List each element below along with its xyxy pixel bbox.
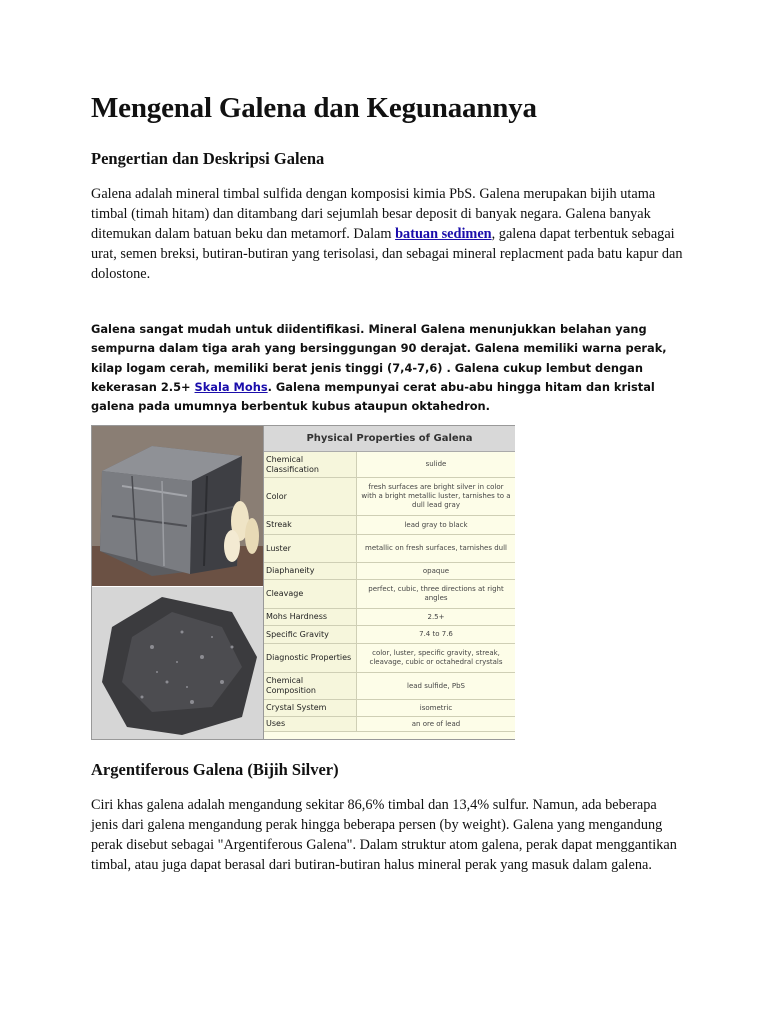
section-heading-pengertian: Pengertian dan Deskripsi Galena bbox=[91, 149, 325, 168]
link-skala-mohs[interactable]: Skala Mohs bbox=[194, 379, 268, 394]
table-row bbox=[264, 563, 515, 580]
property-value: an ore of lead bbox=[411, 719, 461, 728]
property-value: 7.4 to 7.6 bbox=[419, 630, 453, 638]
property-name: Chemical Classification bbox=[264, 452, 357, 477]
property-name: Diaphaneity bbox=[264, 563, 357, 579]
paragraph-argentiferous: Ciri khas galena adalah mengandung sekitar 86,6% timbal dan 13,4% sulfur. Namun, ada beberapa jenis dari galena mengandung perak hingga beberapa persen (by weight). Galena yang mengandung perak disebut sebagai "Argentiferous Galena". Dalam struktur atom galena, perak dapat menggantikan timbal, atau juga dapat berasal dari butiran-butiran halus mineral perak yang masuk dalam galena. bbox=[91, 797, 677, 873]
table-row bbox=[264, 673, 515, 700]
property-name: Diagnostic Properties bbox=[264, 644, 357, 672]
property-name: Cleavage bbox=[264, 580, 357, 608]
property-value: 2.5+ bbox=[427, 612, 445, 621]
property-name: Chemical Composition bbox=[264, 673, 357, 699]
table-row bbox=[264, 644, 515, 673]
property-value: isometric bbox=[419, 703, 453, 712]
table-row bbox=[264, 609, 515, 626]
property-value: opaque bbox=[422, 566, 450, 575]
table-row bbox=[264, 516, 515, 535]
galena-cube-photo bbox=[92, 426, 263, 586]
table-row bbox=[264, 626, 515, 644]
property-value: color, luster, specific gravity, streak, cleavage, cubic or octahedral crystals bbox=[369, 649, 503, 666]
property-name: Mohs Hardness bbox=[264, 609, 357, 625]
property-name: Uses bbox=[264, 717, 357, 731]
table-row bbox=[264, 478, 515, 516]
paragraph-text: Galena adalah mineral timbal sulfida dengan komposisi kimia PbS. Galena merupakan bijih utama timbal (timah hitam) dan ditambang dari sejumlah besar deposit di banyak negara. Galena banyak ditemukan dalam batuan beku dan metamorf. Dalam bbox=[91, 186, 656, 242]
galena-ore-photo bbox=[92, 587, 263, 739]
galena-cube-image bbox=[92, 426, 263, 586]
table-row bbox=[264, 580, 515, 609]
physical-properties-table bbox=[263, 426, 515, 739]
property-value: fresh surfaces are bright silver in color with a bright metallic luster, tarnishes to a dull lead gray bbox=[361, 483, 511, 509]
paragraph-pengertian bbox=[91, 184, 683, 284]
table-row bbox=[264, 452, 515, 478]
property-name: Specific Gravity bbox=[264, 626, 357, 643]
paragraph-text: Galena sangat mudah untuk diidentifikasi. Mineral Galena menunjukkan belahan yang sempurna dalam tiga arah yang bersinggungan 90 derajat. Galena memiliki warna perak, kilap logam cerah, memiliki berat jenis tinggi (7,4-7,6) . Galena cukup lembut dengan kekerasan 2.5+ bbox=[91, 322, 667, 394]
link-batuan-sedimen[interactable]: batuan sedimen bbox=[395, 226, 492, 242]
table-row bbox=[264, 535, 515, 563]
paragraph-text: , galena dapat terbentuk sebagai urat, semen breksi, butiran-butiran yang terisolasi, dan sebagai mineral replacment pada batu kapur dan dolostone. bbox=[91, 226, 683, 282]
property-value: perfect, cubic, three directions at right angles bbox=[368, 585, 504, 602]
property-name: Streak bbox=[264, 516, 357, 534]
property-name: Crystal System bbox=[264, 700, 357, 716]
section-heading-argentiferous: Argentiferous Galena (Bijih Silver) bbox=[91, 760, 339, 779]
page-title: Mengenal Galena dan Kegunaannya bbox=[91, 92, 537, 124]
table-body bbox=[264, 452, 515, 732]
galena-ore-image bbox=[92, 587, 263, 739]
property-value: metallic on fresh surfaces, tarnishes dull bbox=[365, 544, 507, 552]
table-title: Physical Properties of Galena bbox=[264, 426, 515, 452]
paragraph-text: . Galena mempunyai cerat abu-abu hingga hitam dan kristal galena pada umumnya berbentuk kubus ataupun oktahedron. bbox=[91, 379, 655, 414]
property-value: sulide bbox=[425, 460, 447, 468]
property-value: lead sulfide, PbS bbox=[407, 681, 465, 690]
table-row bbox=[264, 700, 515, 717]
galena-properties-figure bbox=[91, 425, 515, 740]
paragraph-identifikasi bbox=[91, 320, 681, 416]
property-name: Luster bbox=[264, 535, 357, 562]
table-row bbox=[264, 717, 515, 732]
property-name: Color bbox=[264, 478, 357, 515]
property-value: lead gray to black bbox=[404, 520, 468, 529]
